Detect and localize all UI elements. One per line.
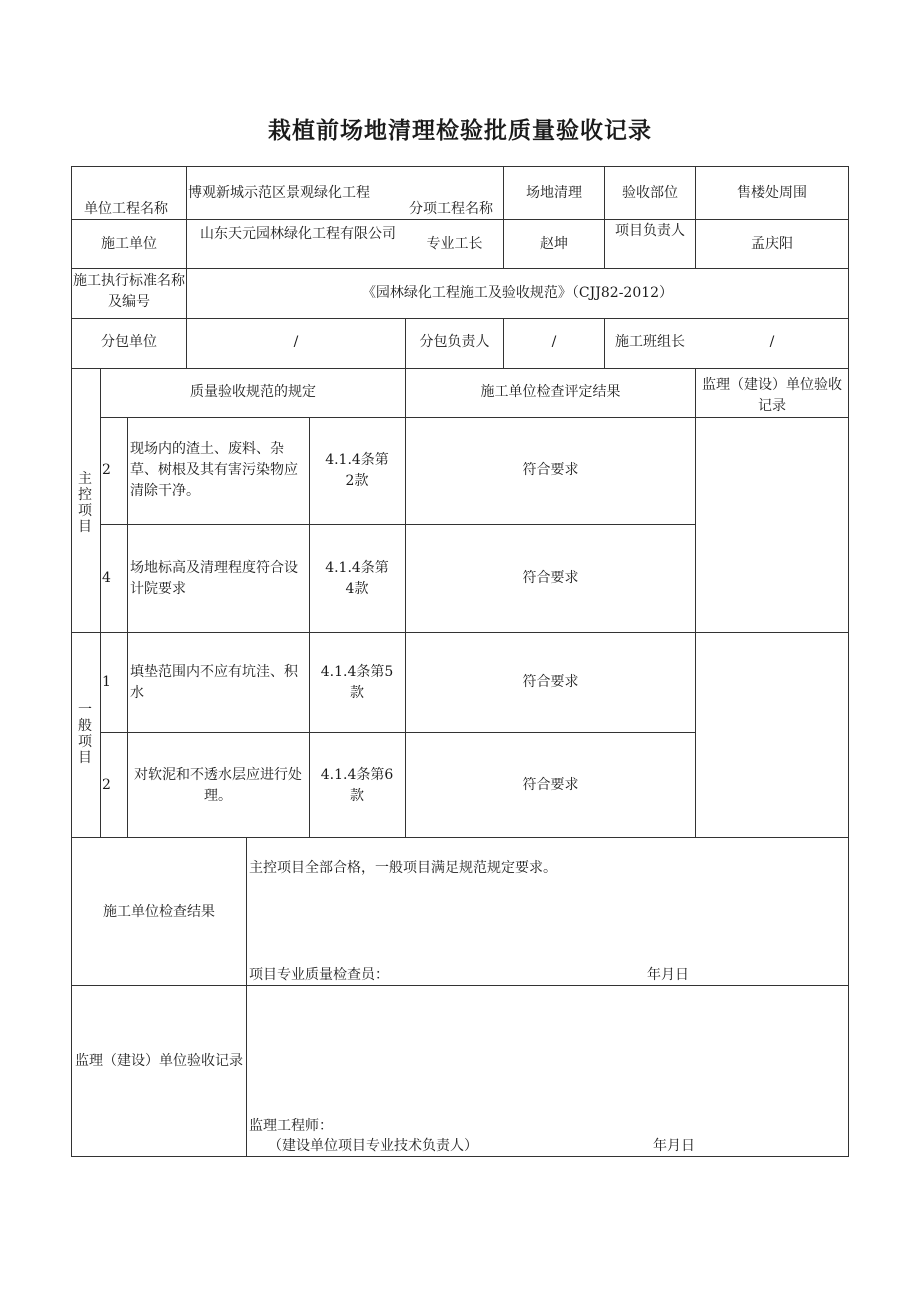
check-result-date: 年月日 — [647, 967, 689, 983]
item-number: 1 — [102, 674, 111, 690]
item-number: 4 — [102, 570, 111, 586]
item-number: 2 — [102, 462, 111, 478]
item-clause: 4.1.4条第4款 — [325, 560, 389, 597]
item-description: 现场内的渣土、废料、杂草、树根及其有害污染物应清除干净。 — [130, 441, 298, 499]
standard-label: 施工执行标准名称及编号 — [73, 273, 185, 310]
inspector-signature-label: 项目专业质量检查员： — [249, 967, 389, 983]
item-result: 符合要求 — [522, 462, 579, 478]
subcontractor-label: 分包单位 — [101, 334, 157, 350]
acceptance-part-label: 验收部位 — [622, 185, 678, 201]
foreman-value: 赵坤 — [540, 236, 568, 252]
project-manager-label: 项目负责人 — [615, 223, 685, 239]
subcontractor-value: / — [293, 334, 299, 350]
owner-signature-label: （建设单位项目专业技术负责人） — [268, 1138, 478, 1154]
construction-unit-value: 山东天元园林绿化工程有限公司 — [200, 226, 396, 242]
sub-project-value: 场地清理 — [526, 185, 582, 201]
sub-manager-label: 分包负责人 — [419, 334, 490, 350]
team-leader-value: / — [769, 334, 775, 350]
check-result-text: 主控项目全部合格，一般项目满足规范规定要求。 — [249, 860, 557, 876]
unit-project-value: 博观新城示范区景观绿化工程 — [188, 185, 370, 201]
team-leader-label: 施工班组长 — [615, 334, 685, 350]
column-header-supervision: 监理（建设）单位验收记录 — [702, 377, 842, 414]
item-clause: 4.1.4条第6款 — [320, 767, 394, 804]
supervision-date: 年月日 — [653, 1138, 695, 1154]
item-clause: 4.1.4条第2款 — [325, 452, 389, 489]
item-description: 场地标高及清理程度符合设计院要求 — [130, 560, 298, 597]
column-header-result: 施工单位检查评定结果 — [480, 384, 621, 400]
item-result: 符合要求 — [522, 777, 579, 793]
page-title: 栽植前场地清理检验批质量验收记录 — [268, 118, 652, 144]
sub-project-label: 分项工程名称 — [409, 201, 493, 217]
item-result: 符合要求 — [522, 570, 579, 586]
construction-unit-label: 施工单位 — [101, 236, 157, 252]
check-result-label: 施工单位检查结果 — [103, 904, 215, 920]
item-number: 2 — [102, 777, 111, 793]
standard-value: 《园林绿化工程施工及验收规范》（CJJ82-2012） — [361, 285, 674, 301]
unit-project-label: 单位工程名称 — [84, 201, 168, 217]
item-description: 填垫范围内不应有坑洼、积水 — [130, 664, 298, 701]
engineer-signature-label: 监理工程师： — [249, 1118, 333, 1134]
item-result: 符合要求 — [522, 674, 579, 690]
main-control-label: 主控项目 — [78, 471, 92, 535]
project-manager-value: 孟庆阳 — [751, 236, 793, 252]
item-clause: 4.1.4条第5款 — [320, 664, 394, 701]
acceptance-part-value: 售楼处周围 — [737, 185, 807, 201]
sub-manager-value: / — [551, 334, 557, 350]
column-header-spec: 质量验收规范的规定 — [190, 384, 316, 400]
general-label: 一般项目 — [78, 702, 92, 766]
foreman-label: 专业工长 — [426, 236, 483, 252]
item-description: 对软泥和不透水层应进行处理。 — [134, 767, 302, 804]
supervision-record-label: 监理（建设）单位验收记录 — [75, 1053, 243, 1069]
